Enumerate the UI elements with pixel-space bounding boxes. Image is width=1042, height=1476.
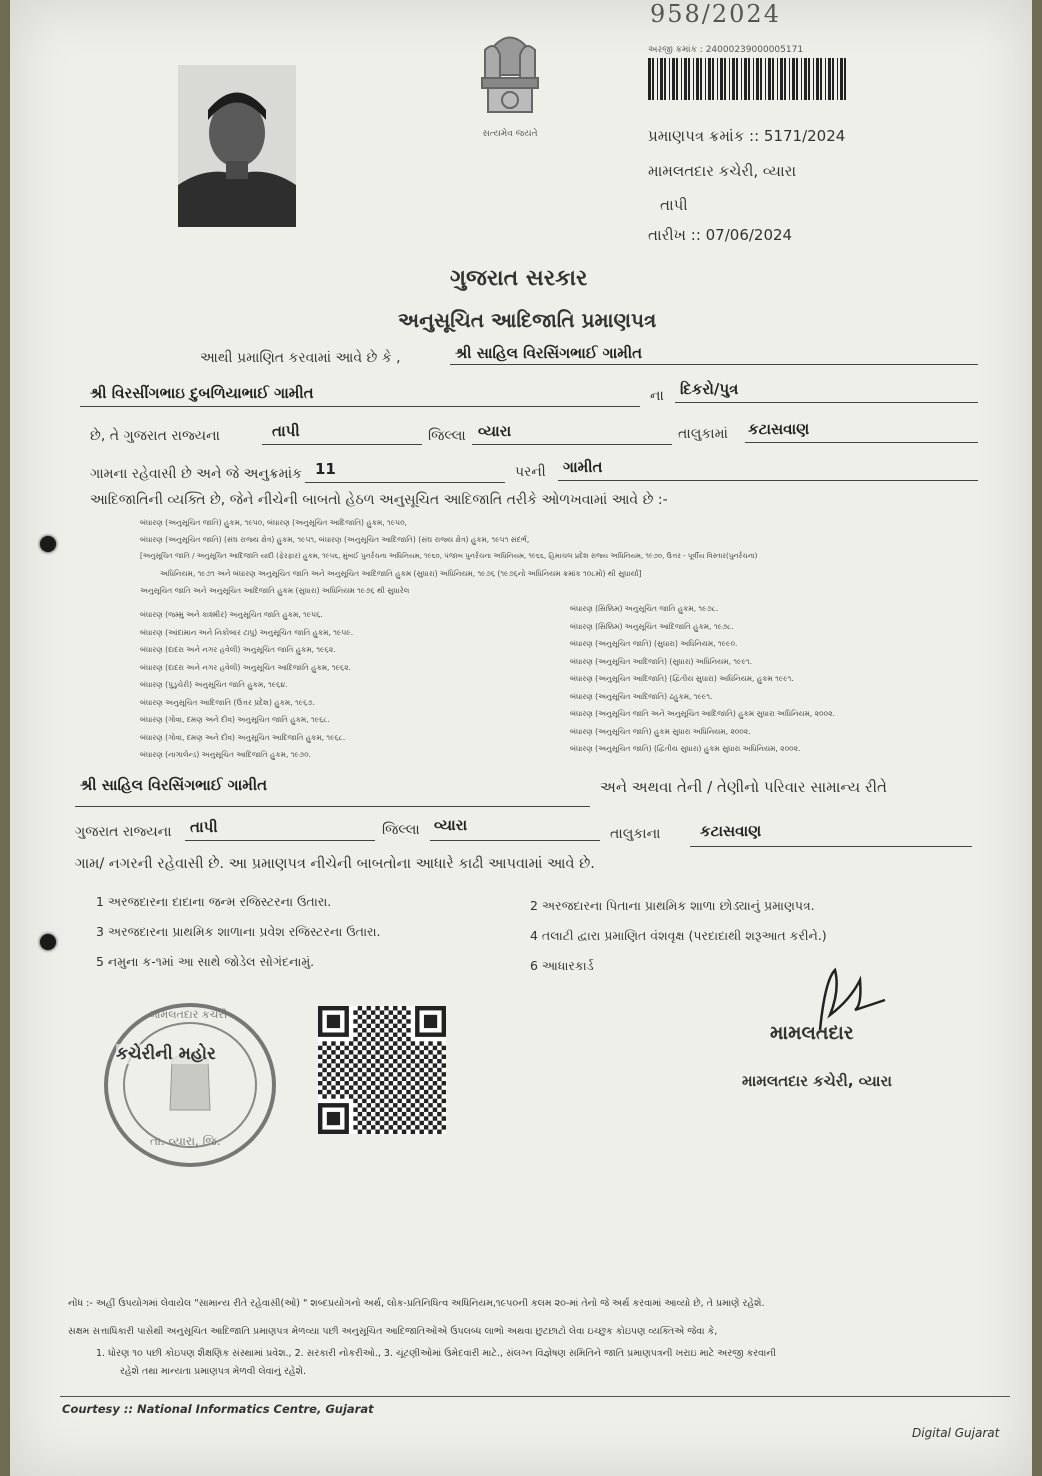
emblem-caption: સત્યમેવ જયતે xyxy=(482,129,538,139)
document-item: 4 તલાટી દ્વારા પ્રમાણિત વંશવૃક્ષ (પરદાદાથી શરૂઆત કરીને.) xyxy=(530,928,827,943)
order-line: [અનુસૂચિત જાતિ / અનુસૂચિત આદિજાતિ યાદી (ફેરફાર) હુકમ, ૧૯૫૬, મુંબઈ પુનર્રચના અધિનિયમ, ૧૯૬૦, પંજાબ પુનર્રચના અધિનિયમ, ૧૯૬૬, હિમાચલ પ્રદેશ રાજ્ય અધિનિયમ, ૧૯૭૦, ઉત્તર - પૂર્વીય વિસ્તાર(પુનર્રચના) xyxy=(140,552,758,560)
relation: દિકરો/પુત્ર xyxy=(680,380,739,398)
issue-date: તારીખ :: 07/06/2024 xyxy=(648,226,793,244)
father-name: શ્રી વિરસીંગભાઇ દુબળિયાભાઈ ગામીત xyxy=(90,384,314,402)
schedule-item: બંધારણ (દાદરા અને નગર હવેલી) અનુસૂચિત જાતિ હુકમ, ૧૯૬૨. xyxy=(140,645,336,654)
order-line: બંધારણ (અનુસૂચિત જાતિ) હુકમ, ૧૯૫૦, બંધારણ (અનુસૂચિત આદિજાતિ) હુકમ, ૧૯૫૦, xyxy=(140,518,407,527)
schedule-item: બંધારણ (અનુસૂચિત જાતિ) (સુધારા) અધિનિયમ, ૧૯૯૦. xyxy=(570,639,738,648)
na-label: ના xyxy=(650,388,664,404)
punch-hole xyxy=(40,934,56,950)
document-item: 5 નમુના ક-૧માં આ સાથે જોડેલ સોગંદનામું. xyxy=(96,954,315,969)
village-text: ગામ/ નગરની રહેવાસી છે. આ પ્રમાણપત્ર નીચેની બાબતોના આધારે કાઢી આપવામાં આવે છે. xyxy=(75,856,595,872)
district-label: જિલ્લા xyxy=(428,428,466,444)
schedule-item: બંધારણ (અનુસૂચિત જાતિ) હુકમ સુધારા અધિનિયમ, ૨૦૦૨. xyxy=(570,726,751,736)
schedule-item: બંધારણ (દાદરા અને નગર હવેલી) અનુસૂચિત આદિજાતિ હુકમ, ૧૯૬૨. xyxy=(140,662,351,672)
section2-district-label: જિલ્લા xyxy=(382,822,420,838)
issuing-office: મામલતદાર કચેરી, વ્યારા xyxy=(648,162,797,180)
barcode xyxy=(648,58,848,100)
certificate-number: પ્રમાણપત્ર ક્રમાંક :: 5171/2024 xyxy=(648,127,846,145)
schedule-item: બંધારણ (અનુસૂચિત આદિજાતિ) (દ્વિતીય સુધારા) અધિનિયમ, હુકમ ૧૯૯૧. xyxy=(570,674,794,683)
schedule-item: બંધારણ (સિક્કિમ) અનુસૂચિત જાતિ હુકમ, ૧૯૭૮. xyxy=(570,604,719,613)
section2-name-line xyxy=(75,806,590,807)
schedule-item: બંધારણ (જમ્મુ અને કાશ્મીર) અનુસૂચિત જાતિ હુકમ, ૧૯૫૬. xyxy=(140,610,323,619)
footer-courtesy: Courtesy :: National Informatics Centre, Gujarat xyxy=(62,1402,374,1416)
serial-number-line xyxy=(305,482,505,483)
taluka-line xyxy=(745,442,978,443)
section2-taluka: કટાસવાણ xyxy=(700,822,762,840)
section2-name: શ્રી સાહિલ વિરસિંગભાઈ ગામીત xyxy=(80,776,268,794)
applicant-photo xyxy=(178,65,296,227)
applicant-name: શ્રી સાહિલ વિરસિંગભાઈ ગામીત xyxy=(455,344,643,362)
schedule-item: બંધારણ (અનુસૂચિત આદિજાતિ) ઢહુકમ, ૧૯૯૧. xyxy=(570,691,713,701)
certificate-title: અનુસૂચિત આદિજાતિ પ્રમાણપત્ર xyxy=(398,308,657,332)
schedule-item: બંધારણ (આંદામાન અને નિકોબાર ટાપુ) અનુસૂચિત જાતિ હુકમ, ૧૯૫૯. xyxy=(140,627,354,637)
taluka: કટાસવાણ xyxy=(748,420,810,438)
relation-line xyxy=(675,402,978,403)
note-line: નોંધ :- અહીં ઉપયોગમાં લેવાયેલ "સામાન્ય રીતે રહેવાસી(ઓ) " શબ્દપ્રયોગનો અર્થ, લોક-પ્રતિનિધિત્વ અધિનિયમ,૧૯૫૦ની કલમ ૨૦-માં તેનો જે અર્થ કરવામાં આવ્યો છે, તે પ્રમાણે રહેશે. xyxy=(68,1298,765,1309)
qr-code-image xyxy=(318,1006,446,1134)
signatory-title: મામલતદાર xyxy=(770,1022,854,1044)
lion-capital-icon xyxy=(470,30,550,125)
national-emblem xyxy=(470,30,550,140)
serial-number: 11 xyxy=(315,460,336,478)
seal-top-text: મામલતદાર કચેરી xyxy=(150,1008,228,1021)
order-line: બંધારણ (અનુસૂચિત જાતિ) (સંઘ રાજ્ય ક્ષેત્ર) હુકમ, ૧૯૫૧, બંધારણ (અનુસૂચિત આદિજાતિ) (સંઘ રાજ્ય ક્ષેત્ર) હુકમ, ૧૯૫૧ સંદર્ભ, xyxy=(140,535,530,544)
barcode-image xyxy=(648,58,848,100)
section2-district-line xyxy=(430,840,600,841)
section2-taluka-line xyxy=(690,846,972,847)
state-district: તાપી xyxy=(272,422,300,440)
seal-center-text: કચેરીની મહોર xyxy=(116,1044,216,1064)
application-number: અરજી ક્રમાંક : 24000239000005171 xyxy=(648,45,804,55)
applicant-name-line xyxy=(450,364,978,365)
intro-label: આથી પ્રમાણિત કરવામાં આવે છે કે , xyxy=(200,350,401,366)
schedule-item: બંધારણ (અનુસૂચિત આદિજાતિ) (સુધારા) અધિનિયમ, ૧૯૯૧. xyxy=(570,656,752,666)
footer-rule xyxy=(60,1396,1010,1397)
qr-code xyxy=(318,1006,446,1134)
section2-state-district-line xyxy=(185,840,375,841)
section2-state-label: ગુજરાત રાજ્યના xyxy=(75,824,172,840)
document-item: 2 અરજદારના પિતાના પ્રાથમિક શાળા છોડ્યાનું પ્રમાણપત્ર. xyxy=(530,898,815,913)
tribal-statement: આદિજાતિની વ્યક્તિ છે, જેને નીચેની બાબતો હેઠળ અનુસૂચિત આદિજાતિ તરીકે ઓળખવામાં આવે છે :- xyxy=(90,492,668,508)
order-line: અધિનિયમ, ૧૯૭૧ અને બંધારણ અનુસૂચિત જાતિ અને અનુસૂચિત આદિજાતિ હુકમ (સુધારા) અધિનિયમ, ૧૯૭૬ (૧૯૭૬નો અધિનિયમ ક્રમાંક ૧૦૮મો) થી સુધાર્યા] xyxy=(160,569,642,578)
government-title: ગુજરાત સરકાર xyxy=(450,266,588,291)
district: વ્યારા xyxy=(478,422,512,440)
order-line: અનુસૂચિત જાતિ અને અનુસૂચિત આદિજાતિ હુકમ (સુધારા) અધિનિયમ ૧૯૭૬ થી સુધારેલ xyxy=(140,586,410,595)
district-line xyxy=(472,444,672,445)
note-line: 1. ધોરણ ૧૦ પછી કોઇપણ શૈક્ષણિક સંસ્થામાં પ્રવેશ., 2. સરકારી નોકરીઓ., 3. ચૂંટણીઓમાં ઉમેદવારી માટે., સંલગ્ન વિજ્ઞેષણ સમિતિને જાતિ પ્રમાણપત્રની ખરાઇ માટે અરજી કરવાની xyxy=(96,1348,777,1359)
seal-bottom-text: તા. વ્યારા, જિ. xyxy=(150,1134,221,1148)
section2-district: વ્યારા xyxy=(434,816,468,834)
schedule-item: બંધારણ (ગોવા, દમણ અને દીવ) અનુસૂચિત આદિજાતિ હુકમ, ૧૯૬૮. xyxy=(140,732,346,742)
schedule-item: બંધારણ (પુડુચેરી) અનુસૂચિત જાતિ હુકમ, ૧૯૬૪. xyxy=(140,680,288,689)
schedule-item: બંધારણ (અનુસૂચિત જાતિ અને અનુસૂચિત આદિજાતિ) હુકમ સુધારા અધિનિયમ, ૨૦૦૨. xyxy=(570,709,835,718)
certificate-page xyxy=(10,0,1032,1476)
note-line: રહેશે તથા માન્યતા પ્રમાણપત્ર મેળવી લેવાનું રહેશે. xyxy=(120,1366,306,1377)
schedule-item: બંધારણ (ગોવા, દમણ અને દીવ) અનુસૂચિત જાતિ હુકમ, ૧૯૬૮. xyxy=(140,715,330,724)
section2-taluka-label: તાલુકાના xyxy=(610,826,661,842)
note-line: સક્ષમ સત્તાધિકારી પાસેથી અનુસૂચિત આદિજાતિ પ્રમાણપત્ર મેળવ્યા પછી અનુસૂચિત આદિજાતિઓએ ઉપલબ્ધ લાભો અથવા છુટછાટો લેવા ઇચ્છુક કોઇપણ વ્યક્તિએ જેવા કે, xyxy=(68,1326,718,1337)
state-label: છે, તે ગુજરાત રાજ્યના xyxy=(90,428,220,444)
handwritten-reference: 958/2024 xyxy=(650,0,781,28)
header-district: તાપી xyxy=(660,196,688,214)
schedule-item: બંધારણ (નાગાલેન્ડ) અનુસૂચિત આદિજાતિ હુકમ, ૧૯૭૦. xyxy=(140,750,311,759)
resident-label: ગામના રહેવાસી છે અને જે અનુક્રમાંક xyxy=(90,466,302,482)
section2-state-district: તાપી xyxy=(190,818,218,836)
taluka-label: તાલુકામાં xyxy=(678,426,728,442)
punch-hole xyxy=(40,536,56,552)
document-item: 1 અરજદારના દાદાના જન્મ રજિસ્ટરના ઉતારા. xyxy=(96,894,332,909)
family-text: અને અથવા તેની / તેણીનો પરિવાર સામાન્ય રીતે xyxy=(600,778,887,796)
father-name-line xyxy=(80,406,640,407)
office-seal xyxy=(100,1000,280,1170)
document-item: 6 આધારકાર્ડ xyxy=(530,958,594,973)
state-district-line xyxy=(262,444,422,445)
schedule-item: બંધારણ (સિક્કિમ) અનુસૂચિત આદિજાતિ હુકમ, ૧૯૭૮. xyxy=(570,621,734,631)
document-item: 3 અરજદારના પ્રાથમિક શાળાના પ્રવેશ રજિસ્ટરના ઉતારા. xyxy=(96,924,381,939)
par-label: પરની xyxy=(515,464,546,480)
schedule-item: બંધારણ (અનુસૂચિત જાતિ) (દ્વિતીય સુધારા) હુકમ સુધારા અધિનિયમ, ૨૦૦૨. xyxy=(570,744,801,753)
signatory-office: મામલતદાર કચેરી, વ્યારા xyxy=(742,1072,892,1090)
schedule-item: બંધારણ અનુસૂચિત આદિજાતિ (ઉત્તર પ્રદેશ) હુકમ, ૧૯૬૭. xyxy=(140,697,315,707)
tribe-line xyxy=(558,480,978,481)
tribe-name: ગામીત xyxy=(563,458,603,476)
footer-digital-gujarat: Digital Gujarat xyxy=(912,1426,1000,1440)
